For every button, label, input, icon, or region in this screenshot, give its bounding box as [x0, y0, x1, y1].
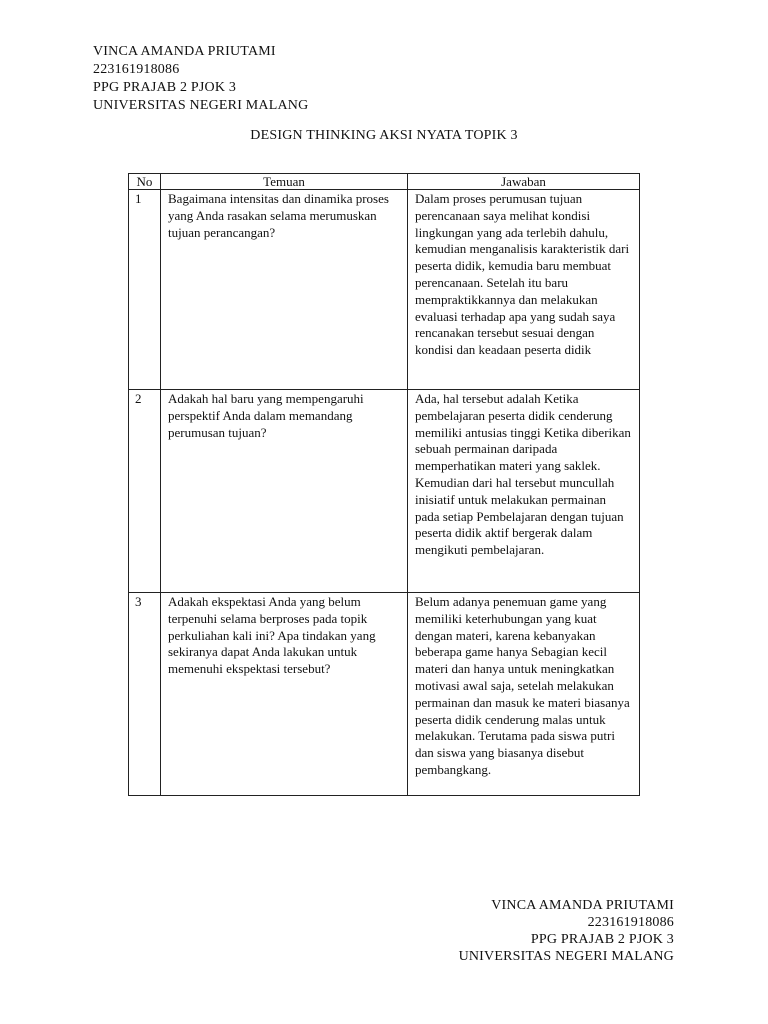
column-header-jawaban: Jawaban	[408, 174, 640, 190]
temuan-cell: Adakah hal baru yang mempengaruhi perspektif Anda dalam memandang perumusan tujuan?	[161, 390, 408, 593]
footer-student-id: 223161918086	[587, 915, 674, 930]
jawaban-cell: Dalam proses perumusan tujuan perencanaan saya melihat kondisi lingkungan yang ada terlebih dahulu, kemudian menganalisis karakteristik dari peserta didik, kemudia baru membuat perencanaan. Setelah itu baru mempraktikkannya dan melakukan evaluasi terhadap apa yang sudah saya rencanakan tersebut sesuai dengan kondisi dan keadaan peserta didik	[408, 190, 640, 390]
footer-program-name: PPG PRAJAB 2 PJOK 3	[530, 932, 674, 947]
author-name: VINCA AMANDA PRIUTAMI	[93, 44, 276, 59]
jawaban-cell: Belum adanya penemuan game yang memiliki keterhubungan yang kuat dengan materi, karena kebanyakan beberapa game hanya Sebagian kecil materi dan hanya untuk meningkatkan motivasi awal saja, setelah melakukan permainan dan masuk ke materi biasanya peserta didik cenderung malas untuk melakukan. Terutama pada siswa putri dan siswa yang biasanya disebut pembangkang.	[408, 593, 640, 796]
temuan-cell: Bagaimana intensitas dan dinamika proses yang Anda rasakan selama merumuskan tujuan perancangan?	[161, 190, 408, 390]
table-row	[129, 593, 640, 796]
footer-block	[459, 897, 674, 965]
table-row	[129, 190, 640, 390]
university-name: UNIVERSITAS NEGERI MALANG	[93, 98, 309, 113]
row-number: 2	[129, 390, 161, 593]
document-title: DESIGN THINKING AKSI NYATA TOPIK 3	[250, 128, 518, 143]
footer-author-name: VINCA AMANDA PRIUTAMI	[491, 898, 674, 913]
row-number: 3	[129, 593, 161, 796]
table-header-row	[129, 174, 640, 190]
header-block	[93, 43, 308, 115]
footer-university-name: UNIVERSITAS NEGERI MALANG	[458, 949, 674, 964]
student-id: 223161918086	[93, 62, 180, 77]
findings-table	[128, 173, 640, 796]
jawaban-cell: Ada, hal tersebut adalah Ketika pembelajaran peserta didik cenderung memiliki antusias tinggi Ketika diberikan sebuah permainan daripada memperhatikan materi yang saklek. Kemudian dari hal tersebut muncullah inisiatif untuk melakukan permainan pada setiap Pembelajaran dengan tujuan peserta didik aktif bergerak dalam mengikuti pembelajaran.	[408, 390, 640, 593]
column-header-temuan: Temuan	[161, 174, 408, 190]
table-row	[129, 390, 640, 593]
column-header-no: No	[129, 174, 161, 190]
row-number: 1	[129, 190, 161, 390]
program-name: PPG PRAJAB 2 PJOK 3	[93, 80, 237, 95]
temuan-cell: Adakah ekspektasi Anda yang belum terpenuhi selama berproses pada topik perkuliahan kali ini? Apa tindakan yang sekiranya dapat Anda lakukan untuk memenuhi ekspektasi tersebut?	[161, 593, 408, 796]
